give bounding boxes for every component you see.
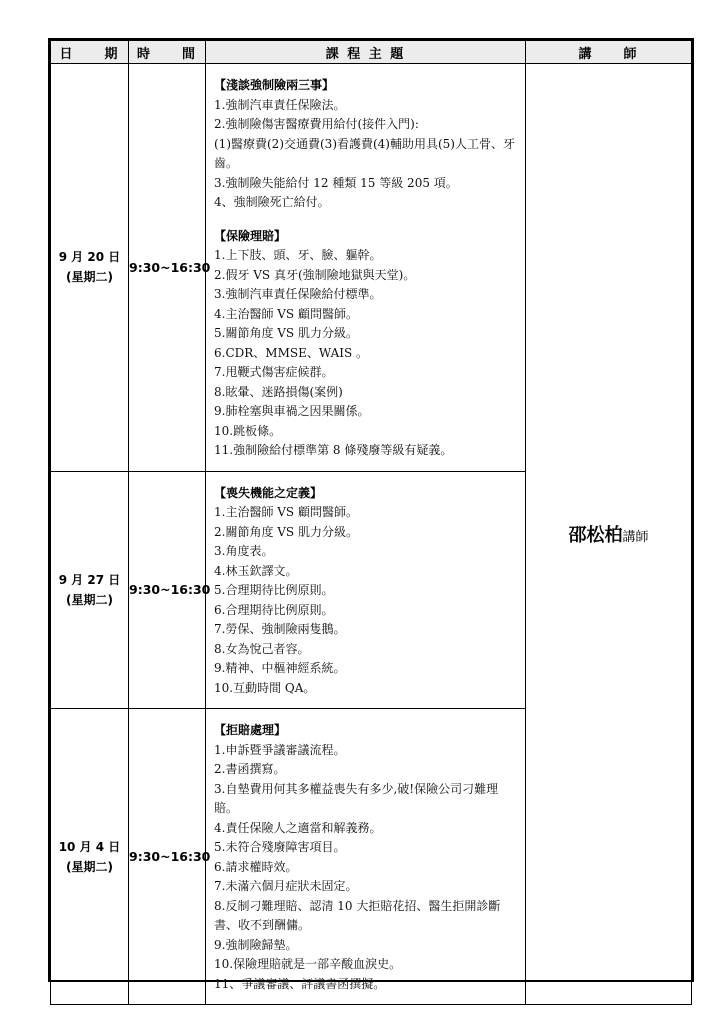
topic-line: 4、強制險死亡給付。 <box>214 195 330 209</box>
topic-line: 5.合理期待比例原則。 <box>214 583 334 597</box>
topic-line: 8.女為悅己者容。 <box>214 641 310 656</box>
header-row <box>51 41 692 64</box>
topic-line: 1.申訴暨爭議審議流程。 <box>214 742 346 757</box>
schedule-sheet <box>48 38 694 991</box>
topic-line: 11、爭議審議、評議書函撰擬。 <box>214 976 386 991</box>
topic-line: (1)醫療費(2)交通費(3)看護費(4)輔助用具(5)人工骨、牙齒。 <box>214 136 515 170</box>
session-time: 9:30~16:30 <box>129 64 206 472</box>
speaker-name: 邵松柏 <box>568 525 623 546</box>
topic-line: 4.林玉欽譯文。 <box>214 563 298 578</box>
speaker-title: 講師 <box>622 530 649 545</box>
header-speaker: 講 師 <box>526 41 692 64</box>
topic-line: 3.強制汽車責任保險給付標準。 <box>214 287 382 301</box>
topic-line: 3.自墊費用何其多權益喪失有多少,破!保險公司刁難理賠。 <box>214 781 499 815</box>
topic-line: 6.請求權時效。 <box>214 859 298 874</box>
topic-line: 4.責任保險人之適當和解義務。 <box>214 820 382 835</box>
topic-line: 1.主治醫師 VS 顧問醫師。 <box>214 505 358 519</box>
topic-section <box>214 484 519 699</box>
topic-line: 3.強制險失能給付 12 種類 15 等級 205 項。 <box>214 175 458 190</box>
section-heading: 【淺談強制險兩三事】 <box>214 78 335 92</box>
session-topic <box>206 64 526 472</box>
topic-line: 10.保險理賠就是一部辛酸血淚史。 <box>214 957 402 971</box>
topic-line: 8.眩暈、迷路損傷(案例) <box>214 384 343 399</box>
topic-line: 7.未滿六個月症狀未固定。 <box>214 879 358 893</box>
topic-line: 7.甩鞭式傷害症候群。 <box>214 365 334 379</box>
topic-section <box>214 76 519 213</box>
topic-line: 2.假牙 VS 真牙(強制險地獄與天堂)。 <box>214 267 416 282</box>
topic-line: 9.精神、中樞神經系統。 <box>214 661 346 675</box>
topic-line: 9.肺栓塞與車禍之因果關係。 <box>214 404 370 418</box>
topic-line: 2.關節角度 VS 肌力分級。 <box>214 524 358 539</box>
header-topic: 課 程 主 題 <box>206 41 526 64</box>
topic-line: 10.互動時間 QA。 <box>214 680 316 695</box>
session-date: 9 月 27 日 (星期二) <box>51 471 129 709</box>
topic-line: 9.強制險歸墊。 <box>214 937 298 952</box>
topic-line: 8.反制刁難理賠、認清 10 大拒賠花招、醫生拒開診斷書、收不到酬傭。 <box>214 898 501 932</box>
topic-line: 4.主治醫師 VS 顧問醫師。 <box>214 306 358 321</box>
session-date: 9 月 20 日 (星期二) <box>51 64 129 472</box>
session-time: 9:30~16:30 <box>129 709 206 1005</box>
topic-section <box>214 227 519 461</box>
session-date: 10 月 4 日 (星期二) <box>51 709 129 1005</box>
session-topic <box>206 471 526 709</box>
session-topic <box>206 709 526 1005</box>
header-time: 時 間 <box>129 41 206 64</box>
topic-line: 11.強制險給付標準第 8 條殘廢等級有疑義。 <box>214 443 453 457</box>
topic-line: 6.合理期待比例原則。 <box>214 602 334 617</box>
header-date: 日 期 <box>51 41 129 64</box>
topic-section <box>214 721 519 994</box>
session-time: 9:30~16:30 <box>129 471 206 709</box>
session-row <box>51 64 692 472</box>
topic-line: 5.未符合殘廢障害項目。 <box>214 840 346 854</box>
topic-line: 2.強制險傷害醫療費用給付(接件入門): <box>214 117 419 131</box>
section-heading: 【拒賠處理】 <box>214 723 287 737</box>
speaker-cell <box>526 64 692 1005</box>
topic-line: 1.強制汽車責任保險法。 <box>214 97 346 112</box>
topic-line: 10.跳板條。 <box>214 423 282 438</box>
topic-line: 3.角度表。 <box>214 544 274 558</box>
section-heading: 【保險理賠】 <box>214 228 287 243</box>
topic-line: 1.上下肢、頭、牙、臉、軀幹。 <box>214 248 382 262</box>
topic-line: 2.書函撰寫。 <box>214 762 286 776</box>
topic-line: 5.關節角度 VS 肌力分級。 <box>214 326 358 340</box>
topic-line: 7.勞保、強制險兩隻鵝。 <box>214 622 346 636</box>
topic-line: 6.CDR、MMSE、WAIS 。 <box>214 345 369 360</box>
schedule-table <box>50 40 692 1005</box>
section-heading: 【喪失機能之定義】 <box>214 485 323 500</box>
